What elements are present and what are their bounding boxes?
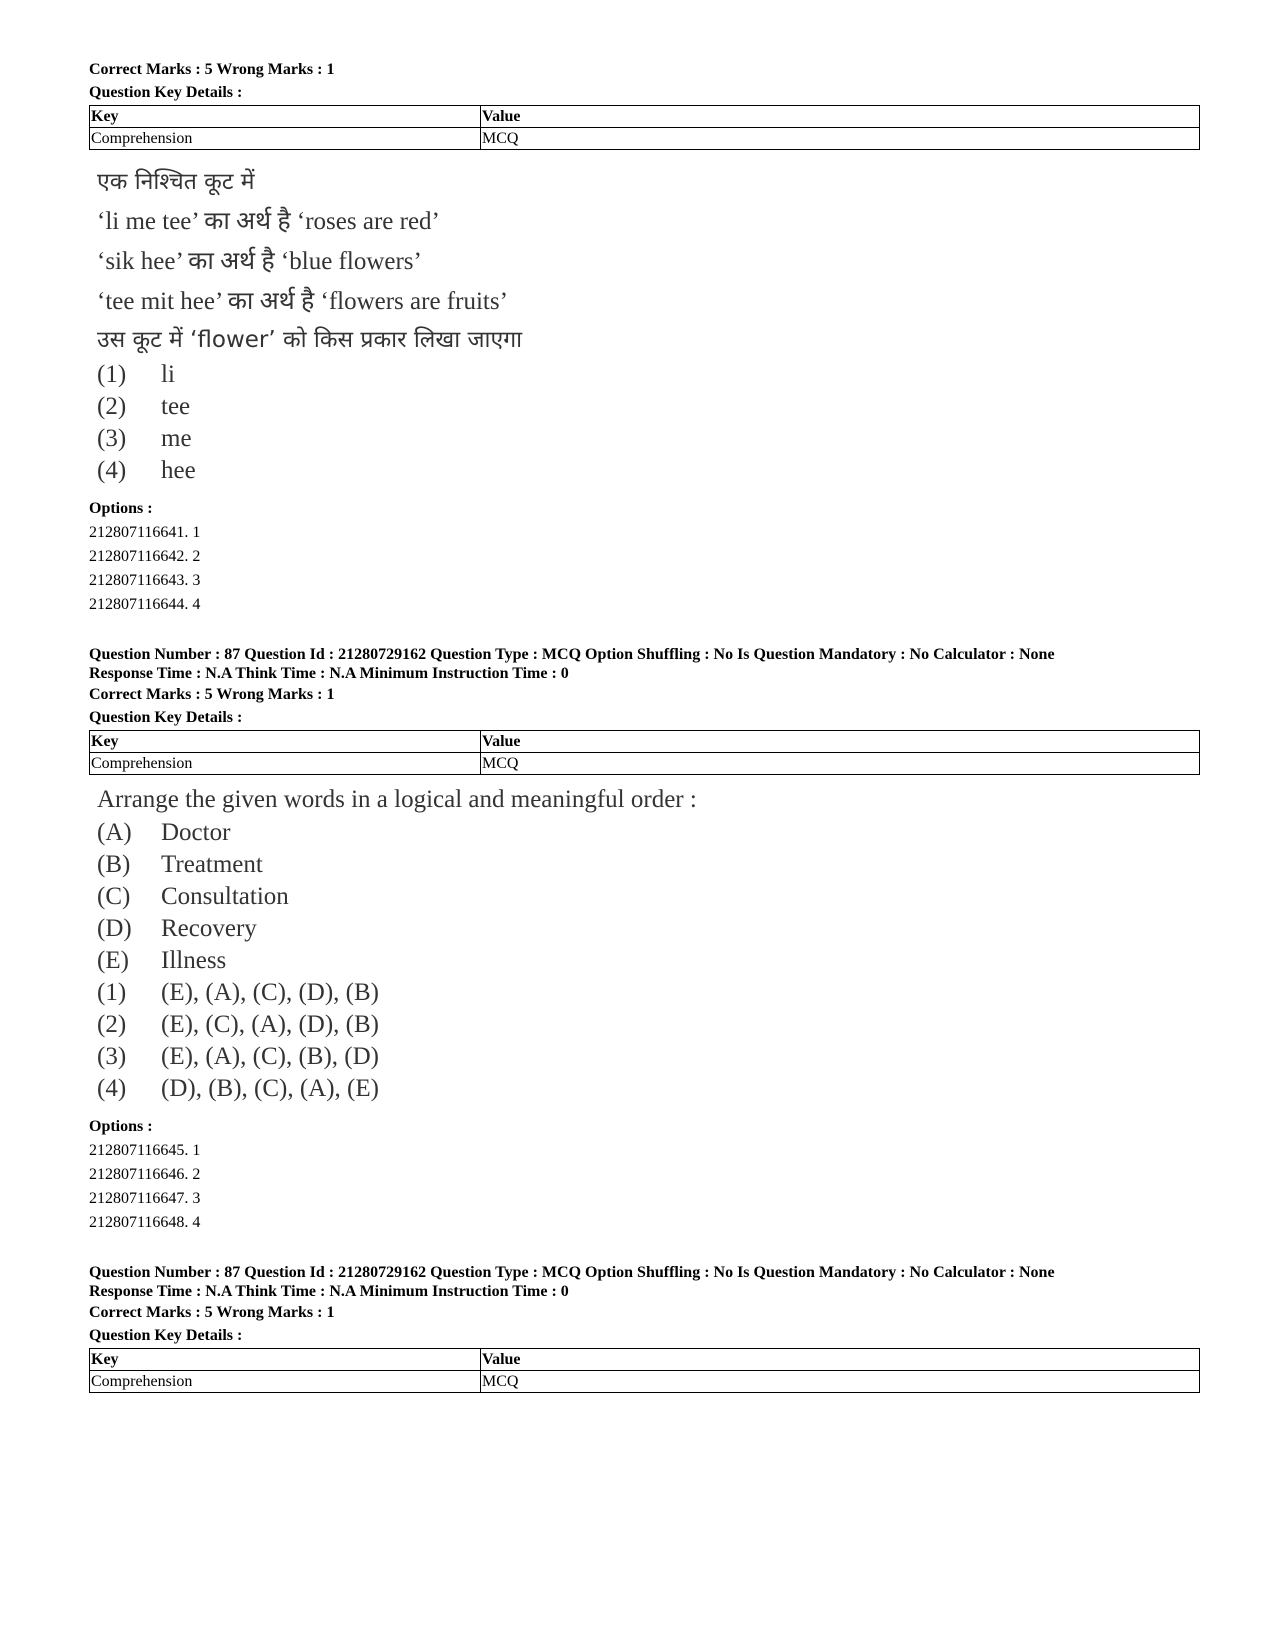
- word-label: (C): [97, 883, 131, 910]
- word-text: Recovery: [161, 915, 257, 942]
- word-text: Consultation: [161, 883, 289, 910]
- answer-choice-number: (3): [97, 425, 127, 452]
- word-item: [97, 817, 1200, 849]
- table-row: [90, 753, 1200, 775]
- question-meta-line: Question Number : 87 Question Id : 21280729162 Question Type : MCQ Option Shuffling : No Is Question Mandatory : No Calculator : None: [89, 1264, 1055, 1281]
- key-details-table: [89, 730, 1200, 775]
- document-page: [89, 58, 1200, 1393]
- table-cell-key: Comprehension: [90, 128, 481, 150]
- answer-choice-number: (4): [97, 1075, 127, 1102]
- question-image-content: [89, 783, 1200, 1105]
- answer-choice-text: (E), (A), (C), (B), (D): [161, 1043, 379, 1070]
- word-item: [97, 881, 1200, 913]
- option-item: 212807116644. 4: [89, 596, 201, 613]
- table-header-value: Value: [481, 731, 1200, 753]
- question-line: ‘sik hee’ का अर्थ है ‘blue flowers’: [97, 248, 422, 275]
- option-item: 212807116643. 3: [89, 572, 201, 589]
- answer-choice-number: (4): [97, 457, 127, 484]
- question-meta-line: Question Number : 87 Question Id : 21280729162 Question Type : MCQ Option Shuffling : No Is Question Mandatory : No Calculator : None: [89, 646, 1055, 663]
- table-header-row: [90, 1349, 1200, 1371]
- table-header-row: [90, 106, 1200, 128]
- answer-choice-number: (2): [97, 1011, 127, 1038]
- answer-choice-number: (1): [97, 361, 127, 388]
- question-meta-line: Response Time : N.A Think Time : N.A Minimum Instruction Time : 0: [89, 1283, 569, 1300]
- table-header-key: Key: [90, 731, 481, 753]
- table-row: [90, 1371, 1200, 1393]
- question-line: उस कूट में ‘flower’ को किस प्रकार लिखा जाएगा: [97, 327, 523, 353]
- word-label: (A): [97, 819, 132, 846]
- table-header-value: Value: [481, 106, 1200, 128]
- question-line: ‘li me tee’ का अर्थ है ‘roses are red’: [97, 208, 440, 235]
- answer-choice-text: tee: [161, 393, 191, 420]
- table-cell-key: Comprehension: [90, 1371, 481, 1393]
- question-block-2: [89, 645, 1200, 1235]
- table-cell-key: Comprehension: [90, 753, 481, 775]
- word-item: [97, 849, 1200, 881]
- question-line: Arrange the given words in a logical and meaningful order :: [97, 786, 697, 813]
- answer-choice: [97, 1009, 1200, 1041]
- option-item: 212807116647. 3: [89, 1190, 201, 1207]
- answer-choice: [97, 455, 1200, 487]
- table-header-row: [90, 731, 1200, 753]
- question-meta-line: Response Time : N.A Think Time : N.A Minimum Instruction Time : 0: [89, 665, 569, 682]
- question-image-content: [89, 162, 1200, 487]
- answer-choice-text: li: [161, 361, 175, 388]
- answer-choice-text: me: [161, 425, 192, 452]
- answer-choice: [97, 391, 1200, 423]
- option-item: 212807116641. 1: [89, 524, 201, 541]
- key-details-label: Question Key Details :: [89, 1327, 243, 1344]
- answer-choice-text: (D), (B), (C), (A), (E): [161, 1075, 379, 1102]
- answer-choice: [97, 977, 1200, 1009]
- answer-choice: [97, 423, 1200, 455]
- question-line: ‘tee mit hee’ का अर्थ है ‘flowers are fruits’: [97, 288, 508, 315]
- answer-choice-text: hee: [161, 457, 196, 484]
- word-label: (D): [97, 915, 132, 942]
- word-item: [97, 945, 1200, 977]
- option-item: 212807116646. 2: [89, 1166, 201, 1183]
- key-details-label: Question Key Details :: [89, 84, 243, 101]
- word-label: (B): [97, 851, 131, 878]
- word-label: (E): [97, 947, 129, 974]
- option-item: 212807116645. 1: [89, 1142, 201, 1159]
- marks-line: Correct Marks : 5 Wrong Marks : 1: [89, 686, 335, 703]
- answer-choice: [97, 1073, 1200, 1105]
- word-text: Doctor: [161, 819, 231, 846]
- answer-choice-text: (E), (C), (A), (D), (B): [161, 1011, 379, 1038]
- word-text: Treatment: [161, 851, 263, 878]
- answer-choice-number: (2): [97, 393, 127, 420]
- table-cell-value: MCQ: [481, 1371, 1200, 1393]
- key-details-table: [89, 1348, 1200, 1393]
- marks-line: Correct Marks : 5 Wrong Marks : 1: [89, 61, 335, 78]
- marks-line: Correct Marks : 5 Wrong Marks : 1: [89, 1304, 335, 1321]
- answer-choice: [97, 1041, 1200, 1073]
- options-label: Options :: [89, 500, 153, 517]
- table-cell-value: MCQ: [481, 128, 1200, 150]
- table-header-key: Key: [90, 1349, 481, 1371]
- table-cell-value: MCQ: [481, 753, 1200, 775]
- answer-choice-number: (3): [97, 1043, 127, 1070]
- word-text: Illness: [161, 947, 227, 974]
- question-line: एक निश्चित कूट में: [97, 169, 255, 195]
- word-item: [97, 913, 1200, 945]
- option-item: 212807116648. 4: [89, 1214, 201, 1231]
- answer-choice-number: (1): [97, 979, 127, 1006]
- question-block-3: [89, 1263, 1200, 1393]
- table-header-value: Value: [481, 1349, 1200, 1371]
- answer-choice: [97, 359, 1200, 391]
- answer-choice-text: (E), (A), (C), (D), (B): [161, 979, 379, 1006]
- key-details-label: Question Key Details :: [89, 709, 243, 726]
- table-row: [90, 128, 1200, 150]
- question-block-1: [89, 58, 1200, 617]
- key-details-table: [89, 105, 1200, 150]
- table-header-key: Key: [90, 106, 481, 128]
- option-item: 212807116642. 2: [89, 548, 201, 565]
- options-label: Options :: [89, 1118, 153, 1135]
